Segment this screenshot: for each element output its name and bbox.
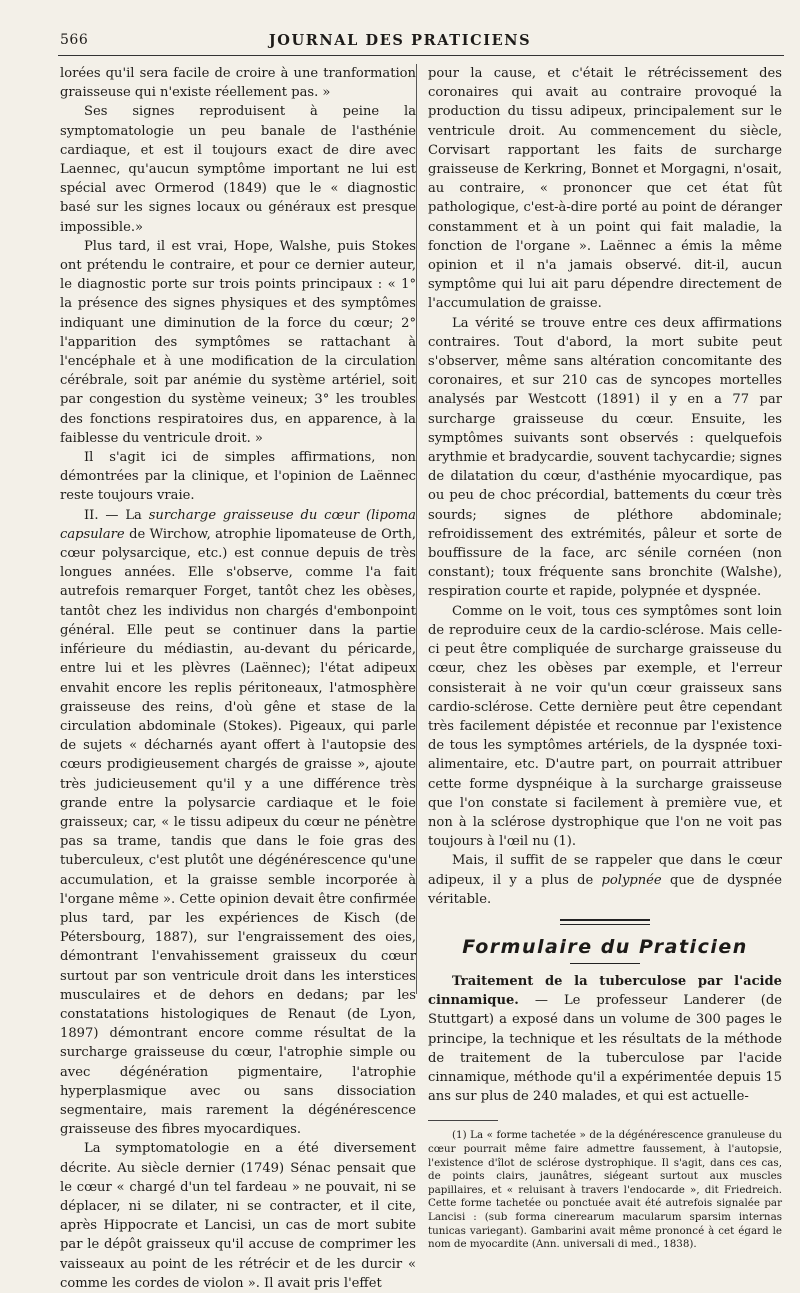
footnote-rule [428,1120,498,1121]
section-two-italic: surcharge graisseuse du cœur (lipoma capsulare [60,507,416,542]
last-para-after: que de dyspnée véritable. [428,872,782,907]
section-two-text: de Wirchow, atrophie lipomateuse de Orth, cœur polysarcique, etc.) est connue depuis de très longues années. Elle s'observe, comme l'a fait autrefois remarquer Forget, tantôt chez les obèses, tantôt chez les individus non chargés d'embonpoint général. Elle peut se continuer dans la partie inférieure du médiastin, au-devant du péricarde, entre lui et les plèvres (Laënnec); l'état adipeux envahit encore les replis péritoneaux, l'atmosphère graisseuse des reins, d'où gêne et stase de la circulation abdominale (Stokes). Pigeaux, qui parle de sujets « décharnés ayant offert à l'autopsie des cœurs prodigieusement chargés de graisse », ajoute très judicieusement qu'il y a une différence très grande entre la polysarcie cardiaque et le foie graisseux; car, « le tissu adipeux du cœur ne pénètre pas sa trame, tandis que dans le foie gras des tuberculeux, c'est plutôt une dégénérescence qu'une accumulation, et la graisse semble incorporée à l'organe même ». Cette opinion devait être confirmée plus tard, par les expériences de Kisch (de Pétersbourg, 1887), sur l'engraissement des oies, démontrant l'envahissement graisseux du cœur surtout par son ventricule droit dans les interstices musculaires et de dehors en dedans; par les constatations histologiques de Renaut (de Lyon, 1897) démontrant encore comme résultat de la surcharge graisseuse du cœur, l'atrophie simple ou avec dégénération pigmentaire, l'atrophie hyperplasmique avec ou sans dissociation segmentaire, mais rarement la dégénérescence graisseuse des fibres myocardiques. [60,526,416,1138]
section-two-lead: II. — La [84,507,149,523]
section-rule-bottom [570,963,640,964]
last-para-italic: polypnée [601,872,662,888]
paragraph: pour la cause, et c'était le rétrécissement des coronaires qui avait au contraire provoqué la production du tissu adipeux, principalement sur le ventricule droit. Au commencement du siècle, Corvisart rapportant les faits de surcharge graisseuse de Kerkring, Bonnet et Morgagni, n'osait, au contraire, « prononcer que cet état fût pathologique, c'est-à-dire porté au point de déranger constamment et à un point qui fait maladie, la fonction de l'organe ». Laënnec a émis la même opinion et il n'a jamais observé. dit-il, aucun symptôme qui lui ait paru dépendre directement de l'accumulation de graisse. [428,66,782,312]
paragraph: La vérité se trouve entre ces deux affirmations contraires. Tout d'abord, la mort subite peut s'observer, même sans altération concomitante des coronaires, et sur 210 cas de syncopes mortelles analysés par Westcott (1891) il y en a 77 par surcharge graisseuse du cœur. Ensuite, les symptômes suivants sont observés : quelquefois arythmie et bradycardie, souvent tachycardie; signes de dilatation du cœur, d'asthénie myocardique, pas ou peu de choc précordial, battements du cœur très sourds; signes de pléthore abdominale; refroidissement des extrémités, pâleur et sorte de bouffissure de la face, arc sénile cornéen (non constant); toux fréquente sans bronchite (Walshe), respiration courte et rapide, polypnée et dyspnée. [428,315,782,600]
paragraph: Ses signes reproduisent à peine la symptomatologie un peu banale de l'asthénie cardiaque, et est il toujours exact de dire avec Laennec, qu'aucun symptôme important ne lui est spécial avec Ormerod (1849) que le « diagnostic basé sur les signes locaux ou généraux est presque impossible.» [60,104,416,235]
section-rule-top [560,919,650,925]
last-para-before: Mais, il suffit de se rappeler que dans le cœur adipeux, il y a plus de [428,853,782,888]
page-number: 566 [60,32,89,48]
formulary-entry [428,972,782,1106]
paragraph: Plus tard, il est vrai, Hope, Walshe, puis Stokes ont prétendu le contraire, et pour ce dernier auteur, le diagnostic porte sur trois points principaux : « 1° la présence des signes physiques et des symptômes indiquant une diminution de la force du cœur; 2° l'apparition des symptômes se rattachant à l'encéphale et à une modification de la circulation cérébrale, soit par anémie du système artériel, soit par congestion du système veineux; 3° les troubles des fonctions respiratoires dus, en apparence, à la faiblesse du ventricule droit. » [60,238,416,446]
paragraph: lorées qu'il sera facile de croire à une tranformation graisseuse qui n'existe réellement pas. » [60,66,416,101]
paragraph: La symptomatologie en a été diversement décrite. Au siècle dernier (1749) Sénac pensait que le cœur « chargé d'un tel fardeau » ne pouvait, ni se déplacer, ni se dilater, ni se contracter, et il cite, après Hippocrate et Lancisi, un cas de mort subite par le dépôt graisseux qu'il accuse de comprimer les vaisseaux au point de les rétrécir et de les durcir « comme les cordes de violon ». Il avait pris l'effet [60,1141,416,1291]
column-divider [416,64,417,994]
footnote: (1) La « forme tachetée » de la dégénérescence granuleuse du cœur pourrait même faire admettre faussement, à l'autopsie, l'existence d'îlot de sclérose dystrophique. Il s'agit, dans ces cas, de points clairs, jaunâtres, siégeant surtout aux muscles papillaires, et « reluisant à travers l'endocarde », dit Friedreich. Cette forme tachetée ou ponctuée avait été autrefois signalée par Lancisi : (sub forma cinerearum macularum sparsim internas tunicas variegant). Gambarini avait même prononcé à cet égard le nom de myocardite (Ann. universali di med., 1838). [428,1129,782,1251]
section-title: Formulaire du Praticien [462,935,748,958]
header-rule [58,55,784,56]
paragraph: Il s'agit ici de simples affirmations, non démontrées par la clinique, et l'opinion de Laënnec reste toujours vraie. [60,450,416,504]
journal-title: JOURNAL DES PRATICIENS [268,32,532,49]
paragraph [428,851,782,909]
entry-heading: Traitement de la tuberculose par l'acide cinnamique. [428,973,782,1009]
section-two-paragraph [60,506,416,1140]
paragraph: Comme on le voit, tous ces symptômes sont loin de reproduire ceux de la cardio-sclérose. Mais celle-ci peut être compliquée de surcharge graisseuse du cœur, chez les obèses par exemple, et l'erreur consisterait à ne voir qu'un cœur graisseux sans cardio-sclérose. Cette dernière peut être cependant très facilement dépistée et reconnue par l'existence de tous les symptômes artériels, de la dyspnée toxi-alimentaire, etc. D'autre part, on pourrait attribuer cette forme dyspnéique à la surcharge graisseuse que l'on constate si facilement à première vue, et non à la sclérose dystrophique que l'on ne voit pas toujours à l'œil nu (1). [428,603,782,850]
left-column [60,64,416,1293]
entry-text: — Le professeur Landerer (de Stuttgart) a exposé dans un volume de 300 pages le principe, la technique et les résultats de la méthode de traitement de la tuberculose par l'acide cinnamique, méthode qu'il a expérimentée depuis 15 ans sur plus de 240 malades, et qui est actuelle- [428,993,782,1105]
right-column [428,64,782,1252]
